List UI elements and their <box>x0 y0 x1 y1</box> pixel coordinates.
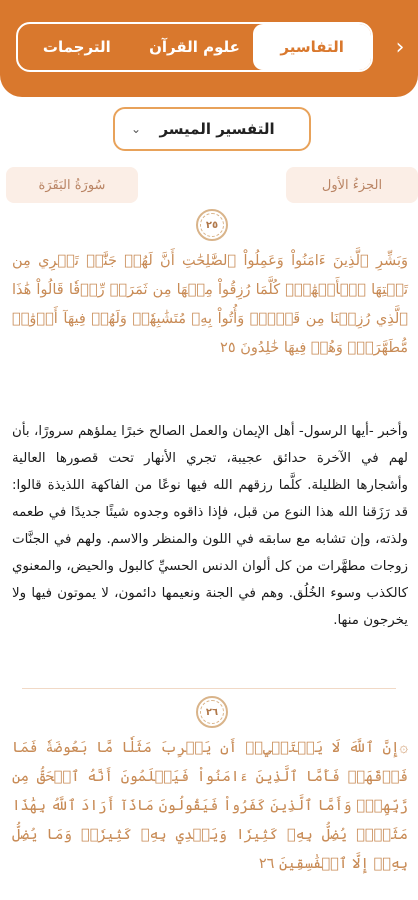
chevron-down-icon: ⌄ <box>131 122 142 136</box>
chevron-right-icon[interactable]: › <box>395 35 405 60</box>
ayah-number-badge <box>196 209 228 241</box>
ayah-number-badge <box>196 696 228 728</box>
ayah-text: ۞إِنَّ ٱللَّهَ لَا يَسۡتَحۡيِۦٓ أَن يَضۡرِبَ مَثَلٗا مَّا بَعُوضَةٗ فَمَا فَوۡقَهَاۚ فَأَمَّا ٱلَّذِينَ ءَامَنُواْ فَيَعۡلَمُونَ أَنَّهُ ٱلۡحَقُّ مِن رَّبِّهِمۡۖ وَأَمَّا ٱلَّذِينَ كَفَرُواْ فَيَقُولُونَ مَاذَآ أَرَادَ ٱللَّهُ بِهَٰذَا مَثَلٗاۘ يُضِلُّ بِهِۦ كَثِيرٗا وَيَهۡدِي بِهِۦ كَثِيرٗاۚ وَمَا يُضِلُّ بِهِۦٓ إِلَّا ٱلۡفَٰسِقِينَ ٢٦ <box>12 740 408 872</box>
app-header <box>0 0 418 97</box>
tafsir-text: وأخبر -أيها الرسول- أهل الإيمان والعمل الصالح خبرًا يملؤهم سرورًا، بأن لهم في الآخرة حدائق عجيبة، تجري الأنهار تحت قصورها العالية وأشجارها الظليلة. كلَّما رزقهم الله فيها نوعًا من الفاكهة اللذيذة قالوا: قد رَزَقنا الله هذا النوع من قبل، فإذا ذاقوه وجدوه شيئًا جديدًا في طعمه ولذته، وإن تشابه مع سابقه في اللون والمنظر والاسم. ولهم في الجنَّات زوجات مطهَّرات من كل ألوان الدنس الحسيِّ كالبول والحيض، والمعنوي كالكذب وسوء الخُلُق. وهم في الجنة ونعيمها دائمون، لا يموتون فيها ولا يخرجون منها. <box>12 424 408 628</box>
divider <box>22 688 396 689</box>
juz-label: الجزءُ الأول <box>286 167 418 203</box>
tab-translations[interactable]: الترجمات <box>42 38 111 56</box>
section-tabs <box>16 22 373 72</box>
surah-label: سُورَةُ البَقَرَة <box>6 167 138 203</box>
tafsir-dropdown-value: التفسير الميسر <box>159 120 275 138</box>
ayah-text: وَبَشِّرِ ٱلَّذِينَ ءَامَنُواْ وَعَمِلُواْ ٱلصَّٰلِحَٰتِ أَنَّ لَهُمۡ جَنَّٰتٖ تَجۡرِي مِن تَحۡتِهَا ٱلۡأَنۡهَٰرُۖ كُلَّمَا رُزِقُواْ مِنۡهَا مِن ثَمَرَةٖ رِّزۡقٗا قَالُواْ هَٰذَا ٱلَّذِي رُزِقۡنَا مِن قَبۡلُۖ وَأُتُواْ بِهِۦ مُتَشَٰبِهٗاۖ وَلَهُمۡ فِيهَآ أَزۡوَٰجٞ مُّطَهَّرَةٞۖ وَهُمۡ فِيهَا خَٰلِدُونَ ٢٥ <box>12 253 408 356</box>
tab-quran-sciences[interactable]: علوم القرآن <box>149 38 240 56</box>
tab-tafasir[interactable]: التفاسير <box>253 24 371 70</box>
ayah-number: ٢٥ <box>205 219 219 231</box>
tafsir-dropdown[interactable] <box>113 107 311 151</box>
ayah-number: ٢٦ <box>205 706 219 718</box>
